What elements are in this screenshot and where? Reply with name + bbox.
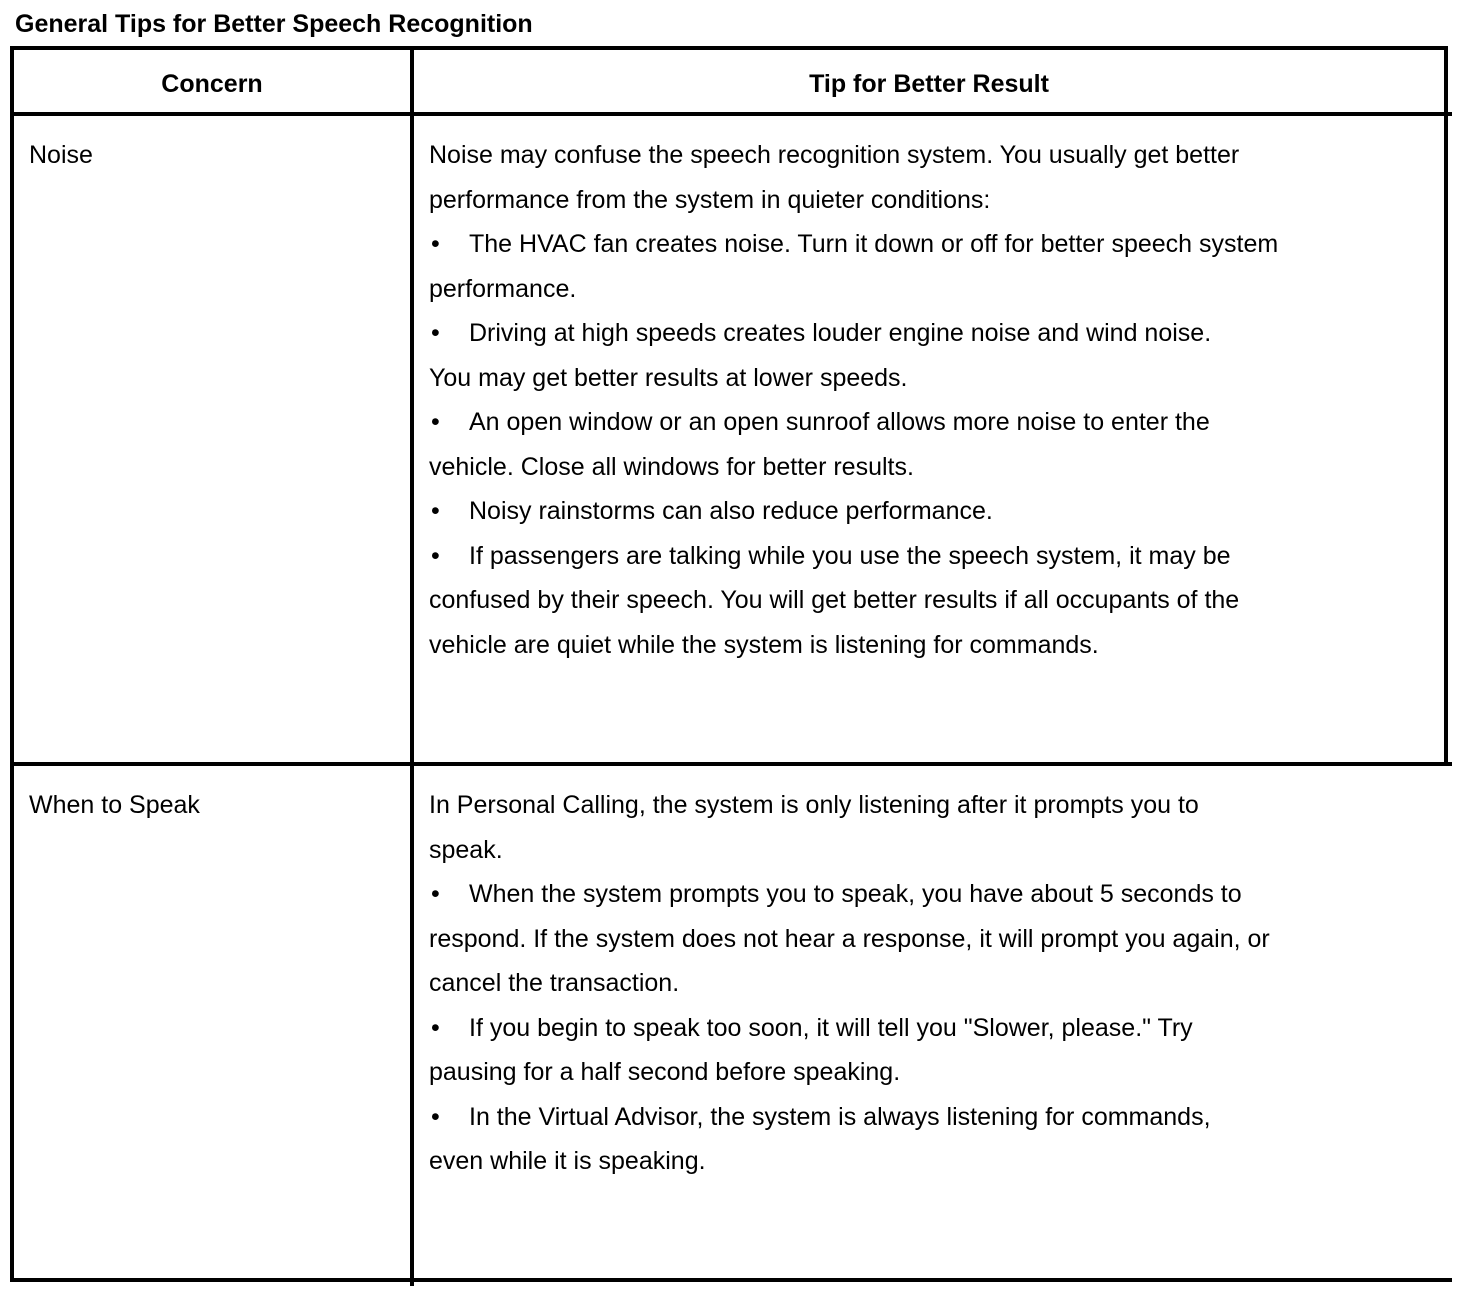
- tip-line: [429, 578, 1278, 623]
- tip-line: [429, 961, 1270, 1006]
- tips-table: [10, 46, 1448, 1282]
- column-divider: [410, 50, 414, 1286]
- tip-text: An open window or an open sunroof allows more noise to enter the: [469, 408, 1210, 436]
- tip-text: confused by their speech. You will get better results if all occupants of the: [429, 586, 1240, 614]
- tip-text: vehicle are quiet while the system is listening for commands.: [429, 630, 1099, 659]
- tip-line: [429, 828, 1270, 873]
- bullet-line: [429, 400, 1278, 445]
- tip-text: pausing for a half second before speaking.: [429, 1058, 901, 1086]
- tip-text: In Personal Calling, the system is only listening after it prompts you to: [429, 791, 1199, 819]
- bullet-line: [429, 534, 1278, 579]
- tip-line: [429, 133, 1278, 178]
- tip-text: In the Virtual Advisor, the system is always listening for commands,: [469, 1102, 1211, 1131]
- table-bottom-border: [14, 1278, 1452, 1282]
- tip-cell-when-to-speak: [429, 783, 1270, 1184]
- tip-line: [429, 445, 1278, 490]
- tip-text: speak.: [429, 835, 503, 864]
- bullet-glyph: •: [431, 880, 440, 908]
- tip-line: [429, 1050, 1270, 1095]
- bullet-glyph: •: [431, 319, 440, 347]
- tip-text: even while it is speaking.: [429, 1147, 706, 1175]
- tip-text: cancel the transaction.: [429, 969, 680, 997]
- bullet-glyph: •: [431, 497, 440, 525]
- bullet-line: [429, 311, 1278, 356]
- bullet-line: [429, 1095, 1270, 1140]
- tip-text: The HVAC fan creates noise. Turn it down or off for better speech system: [469, 230, 1279, 258]
- concern-cell-noise: Noise: [29, 141, 93, 169]
- tip-text: Noisy rainstorms can also reduce performance.: [469, 497, 993, 525]
- tip-text: performance.: [429, 274, 577, 303]
- tip-text: Driving at high speeds creates louder engine noise and wind noise.: [469, 319, 1212, 347]
- bullet-glyph: •: [431, 408, 440, 436]
- table-right-border-row-1: [1444, 116, 1448, 766]
- bullet-line: [429, 222, 1278, 267]
- header-tip: Tip for Better Result: [809, 70, 1049, 98]
- table-right-border: [1444, 50, 1448, 116]
- bullet-line: [429, 1006, 1270, 1051]
- tip-text: When the system prompts you to speak, you have about 5 seconds to: [469, 880, 1242, 908]
- tip-text: Noise may confuse the speech recognition system. You usually get better: [429, 141, 1240, 169]
- tip-line: [429, 267, 1278, 312]
- tip-line: [429, 623, 1278, 668]
- tip-line: [429, 178, 1278, 223]
- tip-text: respond. If the system does not hear a response, it will prompt you again, or: [429, 924, 1270, 953]
- header-bottom-border: [14, 112, 1452, 116]
- tip-line: [429, 356, 1278, 401]
- tip-text: If you begin to speak too soon, it will tell you "Slower, please." Try: [469, 1013, 1193, 1042]
- tip-line: [429, 917, 1270, 962]
- tip-text: You may get better results at lower speeds.: [429, 363, 908, 392]
- concern-cell-when-to-speak: When to Speak: [29, 791, 200, 819]
- bullet-glyph: •: [431, 1102, 440, 1131]
- row-divider: [14, 762, 1452, 766]
- bullet-glyph: •: [431, 1013, 440, 1042]
- tip-text: If passengers are talking while you use the speech system, it may be: [469, 541, 1231, 570]
- tip-line: [429, 783, 1270, 828]
- tip-text: performance from the system in quieter conditions:: [429, 185, 991, 214]
- tip-cell-noise: [429, 133, 1278, 667]
- bullet-line: [429, 489, 1278, 534]
- tip-text: vehicle. Close all windows for better results.: [429, 452, 914, 481]
- document-title: General Tips for Better Speech Recognition: [15, 10, 533, 38]
- header-concern: Concern: [161, 70, 263, 98]
- bullet-glyph: •: [431, 541, 440, 570]
- tip-line: [429, 1139, 1270, 1184]
- bullet-glyph: •: [431, 230, 440, 258]
- bullet-line: [429, 872, 1270, 917]
